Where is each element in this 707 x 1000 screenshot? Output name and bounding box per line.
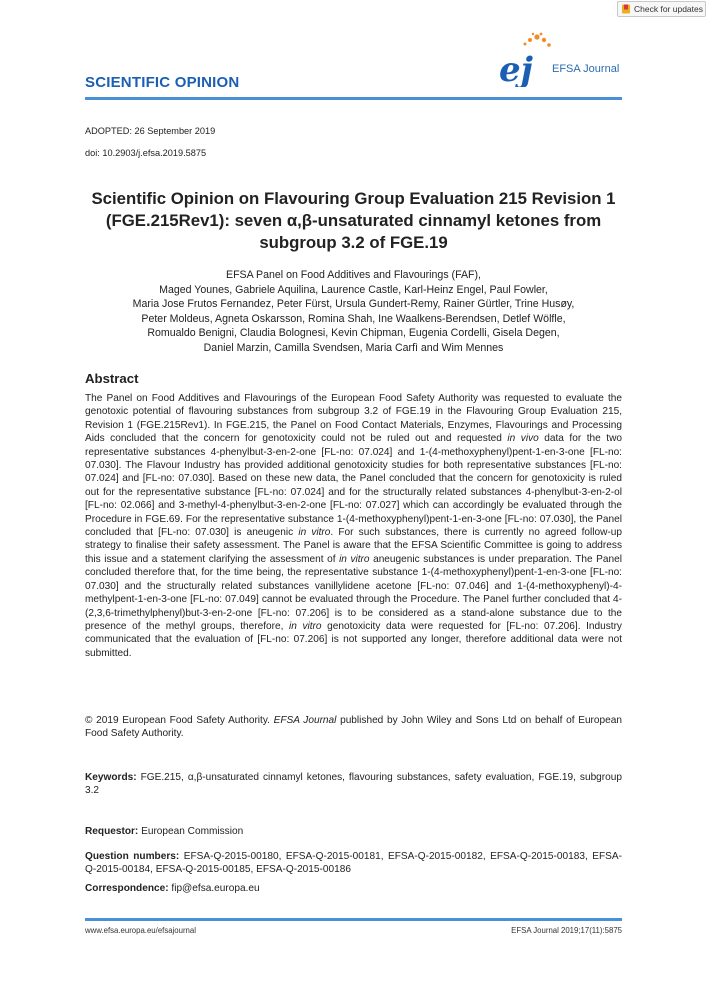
abstract-italic: in vitro: [339, 553, 370, 565]
author-list: [85, 268, 622, 355]
svg-text:ej: ej: [499, 50, 533, 87]
article-title: Scientific Opinion on Flavouring Group Evaluation 215 Revision 1 (FGE.215Rev1): seven α,β-unsaturated cinnamyl ketones from subgroup 3.2 of FGE.19: [91, 189, 616, 252]
abstract-italic: in vitro: [298, 527, 331, 539]
footer-divider: [85, 918, 622, 921]
author-line: Maria Jose Frutos Fernandez, Peter Fürst, Ursula Gundert-Remy, Rainer Gürtler, Trine Husøy,: [132, 298, 575, 310]
question-numbers-text: EFSA-Q-2015-00180, EFSA-Q-2015-00181, EFSA-Q-2015-00182, EFSA-Q-2015-00183, EFSA-Q-2015-00184, EFSA-Q-2015-00185, EFSA-Q-2015-00186: [85, 851, 622, 876]
correspondence-label: Correspondence:: [85, 883, 169, 894]
author-line: Romualdo Benigni, Claudia Bolognesi, Kevin Chipman, Eugenia Cordelli, Gisela Degen,: [147, 327, 560, 339]
abstract-text: aneugenic substances is under preparation. The Panel concluded therefore that, for the time being, the representative substance 1-(4-methoxyphenyl)pent-1-en-3-one [FL-no: 07.030] and the structurally related substances vanillylidene acetone [FL-no: 07.046] and 1-(4-methoxyphenyl)-4-methylpent-1-en-3-one [FL-no: 07.049] cannot be evaluated through the Procedure. The Panel further concluded that 4-(2,3,6-trimethylphenyl)but-3-en-2-one [FL-no: 07.206] is to be considered as a stand-alone substance due to the presence of the methyl groups, therefore,: [85, 553, 622, 632]
keywords-label: Keywords:: [85, 772, 137, 783]
abstract-text: The Panel on Food Additives and Flavourings of the European Food Safety Authority was requested to evaluate the genotoxic potential of flavouring substances from subgroup 3.2 of FGE.19 in the Flavouring Group Evaluation 215, Revision 1 (FGE.215Rev1). In FGE.215, the Panel on Food Contact Materials, Enzymes, Flavourings and Processing Aids concluded that the concern for genotoxicity could not be ruled out and requested: [85, 393, 622, 445]
abstract-text: . For such substances, there is currently no agreed follow-up strategy to finalise their safety assessment. The Panel is aware that the EFSA Scientific Committee is going to address this issue and a statement clarifying the assessment of: [85, 527, 623, 565]
efsa-logo-mark: [497, 31, 622, 87]
journal-url-link[interactable]: www.efsa.europa.eu/efsajournal: [85, 926, 196, 935]
author-line: Daniel Marzin, Camilla Svendsen, Maria Carfì and Wim Mennes: [203, 341, 504, 354]
correspondence-email[interactable]: fip@efsa.europa.eu: [171, 883, 260, 894]
author-line: Peter Moldeus, Agneta Oskarsson, Romina Shah, Ine Waalkens-Berendsen, Detlef Wölfle,: [141, 312, 566, 325]
author-line: Maged Younes, Gabriele Aquilina, Laurence Castle, Karl-Heinz Engel, Paul Fowler,: [159, 283, 548, 296]
abstract-text: data for the two representative substances 4-phenylbut-3-en-2-one [FL-no: 07.024] and 1-(4-methoxyphenyl)pent-1-en-3-one [FL-no: 07.030]. The Flavour Industry has provided additional genotoxicity studies for both representative substances [FL-no: 07.024] and [FL-no: 07.030]. Based on these new data, the Panel concluded that the concern for genotoxicity is ruled out for the representative substance [FL-no: 07.024] and for the structurally related substances 4-phenylbut-3-en-2-ol [FL-no: 02.066] and 3-methyl-4-phenylbut-3-en-2-one [FL-no: 07.027] which can accordingly be evaluated through the Procedure in FGE.69. For the representative substance 1-(4-methoxyphenyl)pent-1-en-3-one [FL-no: 07.030], the Panel concluded that [FL-no: 07.030] is aneugenic: [85, 433, 622, 539]
requestor-label: Requestor:: [85, 826, 139, 837]
question-numbers: [85, 850, 622, 877]
keywords-text: FGE.215, α,β-unsaturated cinnamyl ketones, flavouring substances, safety evaluation, FGE.19, subgroup 3.2: [85, 772, 622, 797]
efsa-journal-logo: [497, 31, 622, 87]
requestor-text: European Commission: [141, 826, 244, 837]
copyright-notice: [85, 714, 622, 741]
requestor: [85, 826, 243, 837]
abstract-text: genotoxicity data were requested for [FL-no: 07.206]. Industry communicated that the evaluation of [FL-no: 07.206] is not supported any longer, therefore additional data were not submitted.: [85, 620, 622, 659]
header-divider: [85, 97, 622, 100]
abstract-heading: Abstract: [85, 371, 139, 386]
doi-link[interactable]: doi: 10.2903/j.efsa.2019.5875: [85, 148, 207, 158]
copyright-text: © 2019 European Food Safety Authority.: [85, 715, 270, 726]
check-for-updates-button[interactable]: [617, 1, 706, 17]
abstract-italic: in vivo: [507, 433, 539, 445]
bookmark-check-icon: [621, 4, 631, 14]
abstract-italic: in vitro: [289, 620, 322, 632]
author-panel: EFSA Panel on Food Additives and Flavourings (FAF),: [226, 269, 481, 281]
check-for-updates-label: Check for updates: [634, 4, 703, 14]
journal-citation: EFSA Journal 2019;17(11):5875: [511, 926, 622, 935]
abstract-body: [85, 392, 622, 660]
question-numbers-label: Question numbers:: [85, 851, 180, 862]
keywords: [85, 771, 622, 798]
copyright-text: published by John Wiley and Sons Ltd on behalf of European Food Safety Authority.: [85, 715, 622, 740]
adopted-date: ADOPTED: 26 September 2019: [85, 126, 216, 136]
section-type-label: SCIENTIFIC OPINION: [85, 74, 240, 91]
journal-name: EFSA Journal: [273, 715, 337, 726]
logo-text: EFSA Journal: [552, 63, 620, 75]
correspondence: [85, 883, 260, 894]
